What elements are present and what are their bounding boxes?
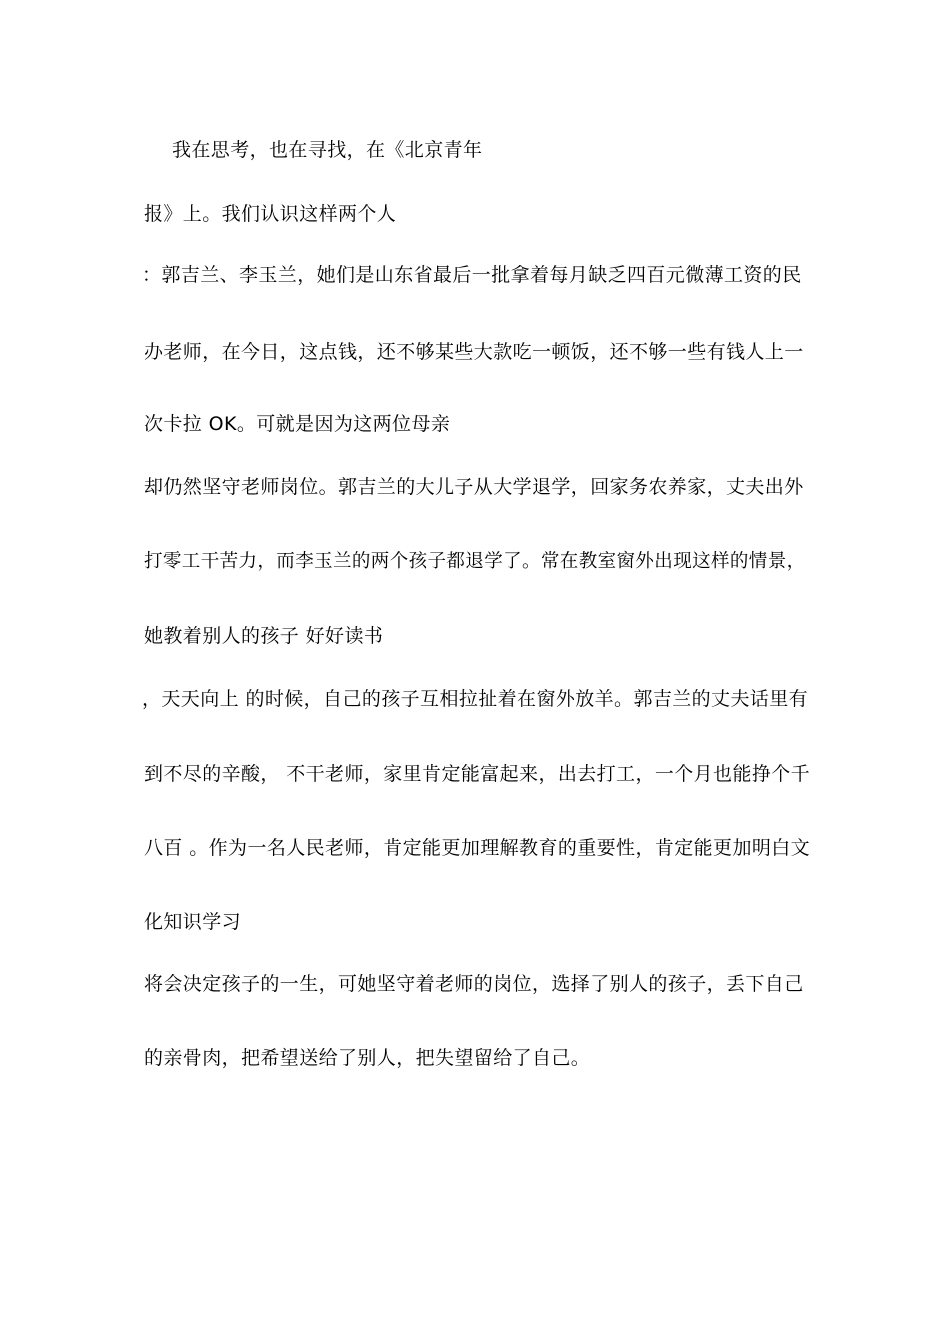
text-line: 办老师，在今日，这点钱，还不够某些大款吃一顿饭，还不够一些有钱人上一 bbox=[144, 341, 804, 363]
text-line: ：郭吉兰、李玉兰，她们是山东省最后一批拿着每月缺乏四百元微薄工资的民 bbox=[142, 264, 802, 286]
text-line: 八百 。作为一名人民老师，肯定能更加理解教育的重要性，肯定能更加明白文 bbox=[144, 837, 811, 859]
text-line: 报》上。我们认识这样两个人 bbox=[144, 203, 397, 225]
text-line: 的亲骨肉，把希望送给了别人，把失望留给了自己。 bbox=[144, 1047, 591, 1069]
text-line: 却仍然坚守老师岗位。郭吉兰的大儿子从大学退学，回家务农养家，丈夫出外 bbox=[144, 476, 804, 498]
text-line: 我在思考，也在寻找，在《北京青年 bbox=[172, 139, 483, 161]
text-line: ，天天向上 的时候，自己的孩子互相拉扯着在窗外放羊。郭吉兰的丈夫话里有 bbox=[142, 688, 809, 710]
text-line: 化知识学习 bbox=[144, 911, 242, 933]
text-line: 次卡拉 OK。可就是因为这两位母亲 bbox=[144, 413, 451, 435]
text-line: 她教着别人的孩子 好好读书 bbox=[144, 625, 384, 647]
text-line: 到不尽的辛酸， 不干老师，家里肯定能富起来，出去打工，一个月也能挣个千 bbox=[144, 763, 811, 785]
text-line: 将会决定孩子的一生，可她坚守着老师的岗位，选择了别人的孩子，丢下自己 bbox=[144, 973, 804, 995]
text-line: 打零工干苦力，而李玉兰的两个孩子都退学了。常在教室窗外出现这样的情景， bbox=[144, 551, 806, 572]
